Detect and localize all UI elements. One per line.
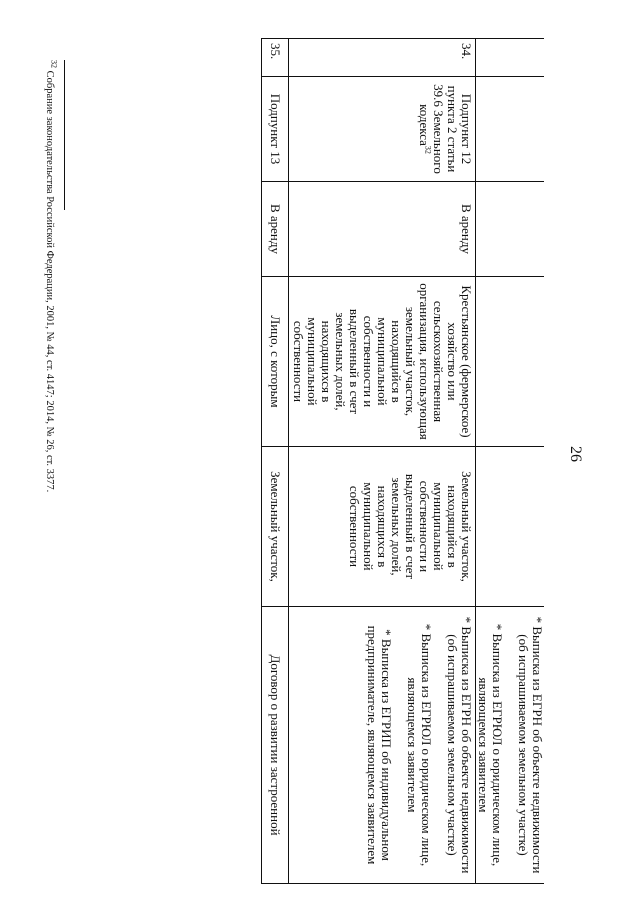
footnote: $^{32}$ Собрание законодательства Российской Федерации, 2001, № 44, ст. 4147; 2014, № 26, ст. 3377.: [44, 60, 59, 493]
table-row: [289, 39, 476, 884]
applicant: Лицо, с которым: [262, 277, 289, 447]
legal-basis: Подпункт 13: [262, 77, 289, 182]
page-number: 26: [567, 446, 584, 462]
grant-type: В аренду: [289, 182, 476, 277]
required-documents: [289, 607, 476, 884]
document-table: [261, 38, 544, 884]
document-item: * Выписка из ЕГРЮЛ о юридическом лице, являющемся заявителем: [405, 623, 434, 867]
legal-basis: Подпункт 12 пункта 2 статьи 39.6 Земельного кодекса$^{32}$: [289, 77, 476, 182]
document-item: * Выписка из ЕГРН об объекте недвижимости (об испрашиваемом земельном участке): [445, 616, 474, 874]
land-plot: Земельный участок,: [262, 447, 289, 607]
continued-documents: * Выписка из ЕГРН об объекте недвижимости (об испрашиваемом земельном участке) * Выписка из ЕГРЮЛ о юридическом лице, являющемся заявителем: [476, 616, 545, 874]
table-row: [262, 39, 289, 884]
document-item: * Выписка из ЕГРИП об индивидуальном предпринимателе, являющемся заявителем: [365, 625, 394, 865]
table-row-continuation: [476, 39, 545, 884]
row-number: 35.: [262, 39, 289, 77]
applicant: Крестьянское (фермерское) хозяйство или сельскохозяйственная организация, использующая земельный участок, находящийся в муниципальной собственности и выделенный в счет земельных долей, находящихся в муниципальной собственности: [289, 277, 476, 447]
land-plot: Земельный участок, находящийся в муниципальной собственности и выделенный в счет земельных долей, находящихся в муниципальной собственности: [289, 447, 476, 607]
grant-type: В аренду: [262, 182, 289, 277]
row-number: 34.: [289, 39, 476, 77]
required-documents: Договор о развитии застроенной: [262, 607, 289, 884]
footnote-divider: [64, 60, 65, 210]
